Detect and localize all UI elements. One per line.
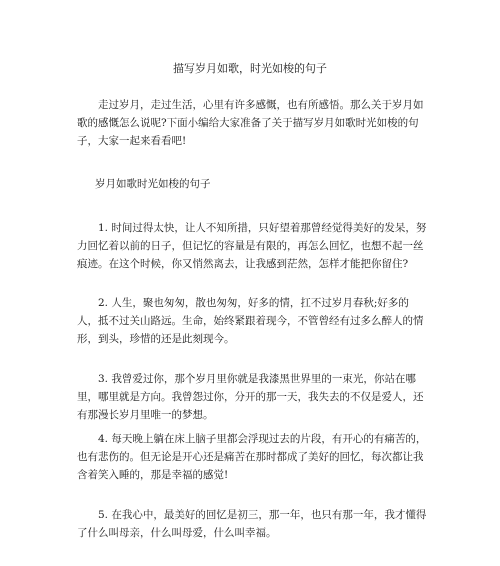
paragraph-1: 1. 时间过得太快，让人不知所措，只好望着那曾经觉得美好的发呆，努力回忆着以前的日子，但记忆的容量是有限的，再怎么回忆，也想不起一丝痕迹。在这个时候，你又悄然离去，让我感到茫然，怎样才能把你留住? xyxy=(77,222,427,270)
document-title: 描写岁月如歌，时光如梭的句子 xyxy=(173,62,327,75)
paragraph-5: 5. 在我心中，最美好的回忆是初三，那一年，也只有那一年，我才懂得了什么叫母亲，什么叫母爱，什么叫幸福。 xyxy=(77,509,427,539)
intro-paragraph: 走过岁月，走过生活，心里有许多感慨，也有所感悟。那么关于岁月如歌的感慨怎么说呢?下面小编给大家准备了关于描写岁月如歌时光如梭的句子，大家一起来看看吧! xyxy=(77,99,424,147)
section-heading: 岁月如歌时光如梭的句子 xyxy=(95,178,211,190)
paragraph-3: 3. 我曾爱过你，那个岁月里你就是我漆黑世界里的一束光，你站在哪里，哪里就是方向。我曾怨过你，分开的那一天，我失去的不仅是爱人，还有那漫长岁月里唯一的梦想。 xyxy=(77,373,424,421)
paragraph-4: 4. 每天晚上躺在床上脑子里都会浮现过去的片段，有开心的有痛苦的，也有悲伤的。但无论是开心还是痛苦在那时都成了美好的回忆，每次都让我含着笑入睡的，那是幸福的感觉! xyxy=(77,433,427,481)
paragraph-2: 2. 人生，聚也匆匆，散也匆匆，好多的情，扛不过岁月春秋;好多的人，抵不过关山路远。生命，始终紧跟着现今，不管曾经有过多么醉人的情形，到头，珍惜的还是此刻现今。 xyxy=(77,297,424,345)
